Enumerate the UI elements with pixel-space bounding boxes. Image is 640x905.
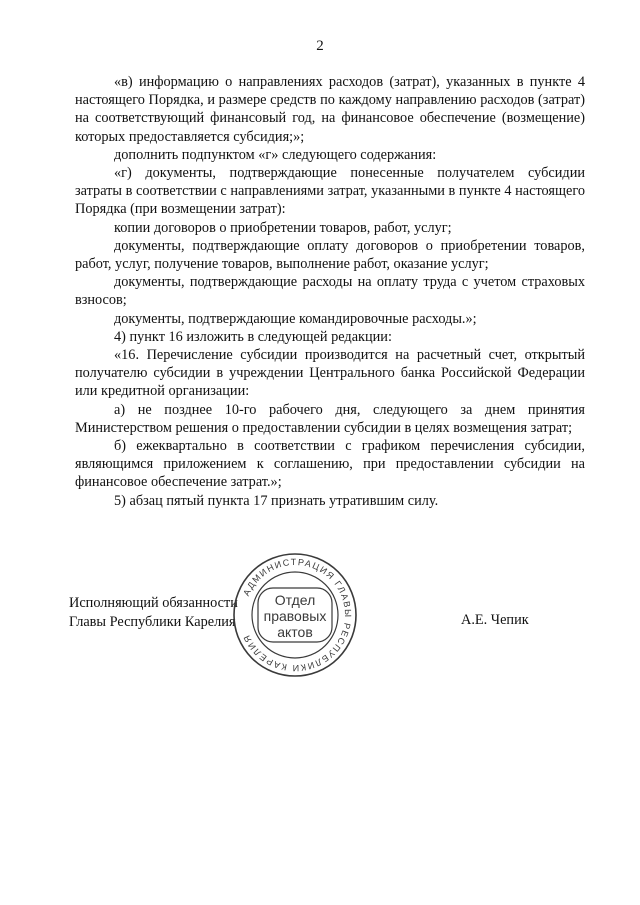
seal-line2: правовых <box>263 608 327 624</box>
paragraph-16-a: а) не позднее 10-го рабочего дня, следующего за днем принятия Министерством решения о предоставлении субсидии в целях возмещения затрат; <box>75 401 585 436</box>
signatory-name: А.Е. Чепик <box>461 612 529 628</box>
paragraph-travel-docs: документы, подтверждающие командировочные расходы.»; <box>114 310 477 327</box>
paragraph-point-16: 4) пункт 16 изложить в следующей редакции: <box>114 328 392 345</box>
official-seal <box>232 552 358 678</box>
paragraph-16-text: «16. Перечисление субсидии производится на расчетный счет, открытый получателю субсидии в учреждении Центрального банка Российской Федерации или кредитной организации: <box>75 347 585 400</box>
seal-ring-text: АДМИНИСТРАЦИЯ ГЛАВЫ РЕСПУБЛИКИ КАРЕЛИЯ <box>241 556 354 674</box>
signatory-position-line2: Главы Республики Карелия <box>69 614 236 630</box>
document-body <box>75 73 585 510</box>
paragraph-labor-docs: документы, подтверждающие расходы на оплату труда с учетом страховых взносов; <box>75 274 585 309</box>
paragraph-payment-docs: документы, подтверждающие оплату договоров о приобретении товаров, работ, услуг, получение товаров, выполнение работ, оказание услуг; <box>75 237 585 273</box>
paragraph-item-v: «в) информацию о направлениях расходов (затрат), указанных в пункте 4 настоящего Порядка, и размере средств по каждому направлению расходов (затрат) на соответствующий финансовый год, на финансовое обеспечение (возмещение) которых предоставляется субсидия;»; <box>75 74 585 145</box>
seal-line1: Отдел <box>274 592 316 608</box>
page-number: 2 <box>316 38 324 54</box>
paragraph-point-17: 5) абзац пятый пункта 17 признать утратившим силу. <box>114 492 439 509</box>
paragraph-add-subitem: дополнить подпунктом «г» следующего содержания: <box>114 146 437 163</box>
paragraph-16-b: б) ежеквартально в соответствии с графиком перечисления субсидии, являющимся приложением к соглашению, при предоставлении субсидии на финансовое обеспечение затрат.»; <box>75 438 585 491</box>
paragraph-item-g: «г) документы, подтверждающие понесенные получателем субсидии затраты в соответствии с направлениями затрат, указанными в пункте 4 настоящего Порядка (при возмещении затрат): <box>75 165 585 218</box>
seal-line3: актов <box>277 624 313 640</box>
paragraph-contracts: копии договоров о приобретении товаров, работ, услуг; <box>114 219 452 236</box>
signatory-position <box>69 594 238 632</box>
signatory-position-line1: Исполняющий обязанности <box>69 595 238 611</box>
